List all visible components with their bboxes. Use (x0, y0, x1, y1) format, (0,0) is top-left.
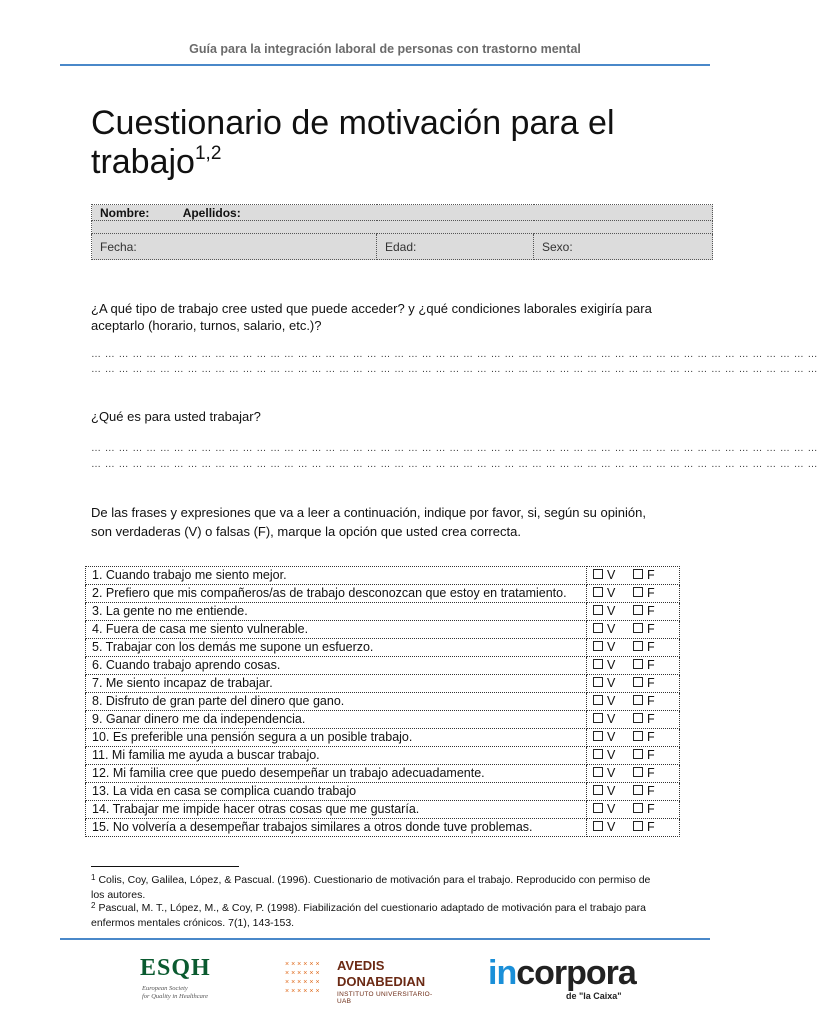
checkbox-v-icon[interactable] (593, 623, 603, 633)
statement-text: 4. Fuera de casa me siento vulnerable. (86, 621, 587, 639)
checkbox-v-icon[interactable] (593, 731, 603, 741)
nombre-label: Nombre: (100, 205, 150, 220)
option-f-label: F (647, 712, 655, 726)
statement-options (587, 621, 680, 639)
answer-line-1a[interactable]: … … … … … … … … … … … … … … … … … … … … … … … … … … … … … … … … … … … … … … … … … … … … … … … … … … … … … (91, 349, 818, 360)
incorpora-logo (488, 954, 638, 1003)
edad-label: Edad: (385, 239, 417, 254)
statement-options (587, 747, 680, 765)
option-v-label: V (607, 802, 616, 816)
option-v-label: V (607, 784, 616, 798)
option-v (593, 820, 633, 835)
apellidos-label: Apellidos: (182, 205, 241, 220)
option-f (633, 694, 673, 709)
option-f (633, 730, 673, 745)
footnote-2 (91, 901, 661, 930)
checkbox-f-icon[interactable] (633, 569, 643, 579)
checkbox-f-icon[interactable] (633, 695, 643, 705)
title-footnote-marks: 1,2 (194, 143, 222, 164)
running-header: Guía para la integración laboral de personas con trastorno mental (189, 42, 581, 56)
statement-row (86, 621, 680, 639)
statement-text: 9. Ganar dinero me da independencia. (86, 711, 587, 729)
statement-options (587, 783, 680, 801)
option-v (593, 640, 633, 655)
statement-text: 10. Es preferible una pensión segura a un posible trabajo. (86, 729, 587, 747)
statement-text: 3. La gente no me entiende. (86, 603, 587, 621)
instructions: De las frases y expresiones que va a leer a continuación, indique por favor, si, según su opinión, son verdaderas (V) o falsas (F), marque la opción que usted crea correcta. (91, 505, 647, 539)
option-f (633, 712, 673, 727)
statement-row (86, 711, 680, 729)
checkbox-f-icon[interactable] (633, 623, 643, 633)
checkbox-f-icon[interactable] (633, 641, 643, 651)
statement-row (86, 675, 680, 693)
question-1: ¿A qué tipo de trabajo cree usted que puede acceder? y ¿qué condiciones laborales exigiría para aceptarlo (horario, turnos, salario, etc.)? (91, 301, 652, 333)
option-f (633, 604, 673, 619)
statement-text: 14. Trabajar me impide hacer otras cosas que me gustaría. (86, 801, 587, 819)
footnote-1-text: Colis, Coy, Galilea, López, & Pascual. (1996). Cuestionario de motivación para el trabajo. Reproducido con permiso de los autores. (91, 874, 651, 901)
checkbox-f-icon[interactable] (633, 587, 643, 597)
statement-text: 1. Cuando trabajo me siento mejor. (86, 567, 587, 585)
option-f (633, 784, 673, 799)
option-f (633, 658, 673, 673)
option-v-label: V (607, 568, 616, 582)
option-v (593, 712, 633, 727)
identification-form (91, 204, 713, 260)
checkbox-f-icon[interactable] (633, 605, 643, 615)
footer-rule (60, 938, 710, 940)
checkbox-f-icon[interactable] (633, 767, 643, 777)
checkbox-f-icon[interactable] (633, 659, 643, 669)
statements-table (85, 566, 680, 837)
option-f-label: F (647, 802, 655, 816)
option-v (593, 568, 633, 583)
statement-text: 2. Prefiero que mis compañeros/as de trabajo desconozcan que estoy en tratamiento. (86, 585, 587, 603)
option-v (593, 784, 633, 799)
statement-text: 7. Me siento incapaz de trabajar. (86, 675, 587, 693)
option-v-label: V (607, 766, 616, 780)
option-f (633, 586, 673, 601)
statement-options (587, 567, 680, 585)
option-v (593, 748, 633, 763)
checkbox-v-icon[interactable] (593, 713, 603, 723)
incorpora-logo-subtitle: de "la Caixa" (566, 991, 622, 1001)
option-v-label: V (607, 640, 616, 654)
esqh-logo-word: ESQH (140, 955, 211, 981)
statement-options (587, 711, 680, 729)
answer-line-2a[interactable]: … … … … … … … … … … … … … … … … … … … … … … … … … … … … … … … … … … … … … … … … … … … … … … … … … … … … … (91, 443, 818, 454)
edad-field[interactable] (377, 234, 534, 260)
checkbox-f-icon[interactable] (633, 677, 643, 687)
checkbox-v-icon[interactable] (593, 695, 603, 705)
avedis-logo-line-2: DONABEDIAN (337, 974, 426, 989)
checkbox-f-icon[interactable] (633, 803, 643, 813)
option-f (633, 820, 673, 835)
option-v (593, 802, 633, 817)
fecha-field[interactable] (92, 234, 377, 260)
option-f-label: F (647, 766, 655, 780)
checkbox-f-icon[interactable] (633, 821, 643, 831)
sexo-label: Sexo: (542, 239, 573, 254)
title-line-1: Cuestionario de motivación para el (91, 104, 615, 142)
name-field-continuation (92, 221, 713, 234)
option-f-label: F (647, 658, 655, 672)
option-f-label: F (647, 820, 655, 834)
option-f (633, 766, 673, 781)
option-f-label: F (647, 730, 655, 744)
statement-options (587, 639, 680, 657)
statement-row (86, 585, 680, 603)
option-f-label: F (647, 622, 655, 636)
checkbox-v-icon[interactable] (593, 641, 603, 651)
option-v (593, 766, 633, 781)
avedis-donabedian-logo (285, 958, 445, 1003)
statement-row (86, 729, 680, 747)
avedis-logo-line-3: INSTITUTO UNIVERSITARIO-UAB (337, 991, 433, 1005)
checkbox-v-icon[interactable] (593, 569, 603, 579)
option-f (633, 802, 673, 817)
footnote-1 (91, 873, 661, 902)
esqh-sub-line-1: European Society (142, 985, 188, 992)
statement-text: 6. Cuando trabajo aprendo cosas. (86, 657, 587, 675)
statement-row (86, 783, 680, 801)
option-f (633, 640, 673, 655)
title-line-2: trabajo (91, 143, 195, 181)
header-rule (60, 64, 710, 66)
option-f-label: F (647, 784, 655, 798)
statement-options (587, 603, 680, 621)
option-v (593, 730, 633, 745)
incorpora-accent: in (488, 954, 517, 992)
statement-text: 5. Trabajar con los demás me supone un esfuerzo. (86, 639, 587, 657)
avedis-logo-line-1: AVEDIS (337, 958, 385, 973)
statement-text: 15. No volvería a desempeñar trabajos similares a otros donde tuve problemas. (86, 819, 587, 837)
option-v-label: V (607, 712, 616, 726)
option-v-label: V (607, 820, 616, 834)
checkbox-v-icon[interactable] (593, 749, 603, 759)
statement-row (86, 819, 680, 837)
answer-line-2b[interactable]: … … … … … … … … … … … … … … … … … … … … … … … … … … … … … … … … … … … … … … … … … … … … … … … … … … … … … (91, 459, 818, 470)
option-f (633, 622, 673, 637)
statement-text: 11. Mi familia me ayuda a buscar trabajo. (86, 747, 587, 765)
statement-row (86, 747, 680, 765)
option-f-label: F (647, 748, 655, 762)
sexo-field[interactable] (534, 234, 713, 260)
name-field[interactable] (92, 205, 713, 221)
checkbox-f-icon[interactable] (633, 713, 643, 723)
statement-options (587, 657, 680, 675)
statement-text: 8. Disfruto de gran parte del dinero que gano. (86, 693, 587, 711)
document-title (91, 104, 691, 187)
incorpora-logo-word (488, 954, 636, 993)
checkbox-v-icon[interactable] (593, 803, 603, 813)
option-f-label: F (647, 604, 655, 618)
statement-row (86, 657, 680, 675)
footnote-separator (91, 866, 239, 867)
option-v (593, 676, 633, 691)
checkbox-v-icon[interactable] (593, 605, 603, 615)
footnote-2-text: Pascual, M. T., López, M., & Coy, P. (1998). Fiabilización del cuestionario adaptado de motivación para el trabajo para enfermos mentales crónicos. 7(1), 143-153. (91, 902, 646, 929)
statement-text: 13. La vida en casa se complica cuando trabajo (86, 783, 587, 801)
checkbox-v-icon[interactable] (593, 677, 603, 687)
checkbox-f-icon[interactable] (633, 785, 643, 795)
esqh-logo (140, 955, 220, 1005)
option-v (593, 622, 633, 637)
option-v-label: V (607, 748, 616, 762)
statement-options (587, 819, 680, 837)
option-v-label: V (607, 586, 616, 600)
statement-row (86, 801, 680, 819)
answer-line-1b[interactable]: … … … … … … … … … … … … … … … … … … … … … … … … … … … … … … … … … … … … … … … … … … … … … … … … … … … … … (91, 364, 818, 375)
statement-row (86, 765, 680, 783)
footnote-2-mark: 2 (91, 901, 96, 910)
option-v-label: V (607, 658, 616, 672)
option-f (633, 748, 673, 763)
checkbox-v-icon[interactable] (593, 821, 603, 831)
statement-row (86, 603, 680, 621)
statement-row (86, 693, 680, 711)
statement-options (587, 585, 680, 603)
statement-options (587, 729, 680, 747)
esqh-sub-line-2: for Quality in Healthcare (142, 993, 209, 1000)
checkbox-v-icon[interactable] (593, 785, 603, 795)
option-v (593, 694, 633, 709)
esqh-logo-subtitle (142, 985, 208, 1001)
option-v-label: V (607, 622, 616, 636)
checkbox-f-icon[interactable] (633, 749, 643, 759)
checkbox-v-icon[interactable] (593, 659, 603, 669)
option-f-label: F (647, 694, 655, 708)
fecha-label: Fecha: (100, 239, 137, 254)
avedis-dot-grid-icon: ×××××× ×××××× ×××××× ×××××× (285, 961, 322, 995)
option-v-label: V (607, 730, 616, 744)
statement-options (587, 801, 680, 819)
option-f (633, 568, 673, 583)
statement-options (587, 765, 680, 783)
checkbox-v-icon[interactable] (593, 767, 603, 777)
option-f-label: F (647, 676, 655, 690)
question-2: ¿Qué es para usted trabajar? (91, 409, 261, 424)
option-v (593, 604, 633, 619)
statement-row (86, 639, 680, 657)
statement-text: 12. Mi familia cree que puedo desempeñar un trabajo adecuadamente. (86, 765, 587, 783)
option-f-label: F (647, 640, 655, 654)
incorpora-rest: corpora (516, 954, 636, 992)
option-v-label: V (607, 676, 616, 690)
statement-options (587, 693, 680, 711)
option-v (593, 586, 633, 601)
option-f (633, 676, 673, 691)
option-v-label: V (607, 694, 616, 708)
option-f-label: F (647, 586, 655, 600)
statement-row (86, 567, 680, 585)
statement-options (587, 675, 680, 693)
option-v (593, 658, 633, 673)
footnote-1-mark: 1 (91, 873, 96, 882)
option-v-label: V (607, 604, 616, 618)
option-f-label: F (647, 568, 655, 582)
checkbox-f-icon[interactable] (633, 731, 643, 741)
checkbox-v-icon[interactable] (593, 587, 603, 597)
